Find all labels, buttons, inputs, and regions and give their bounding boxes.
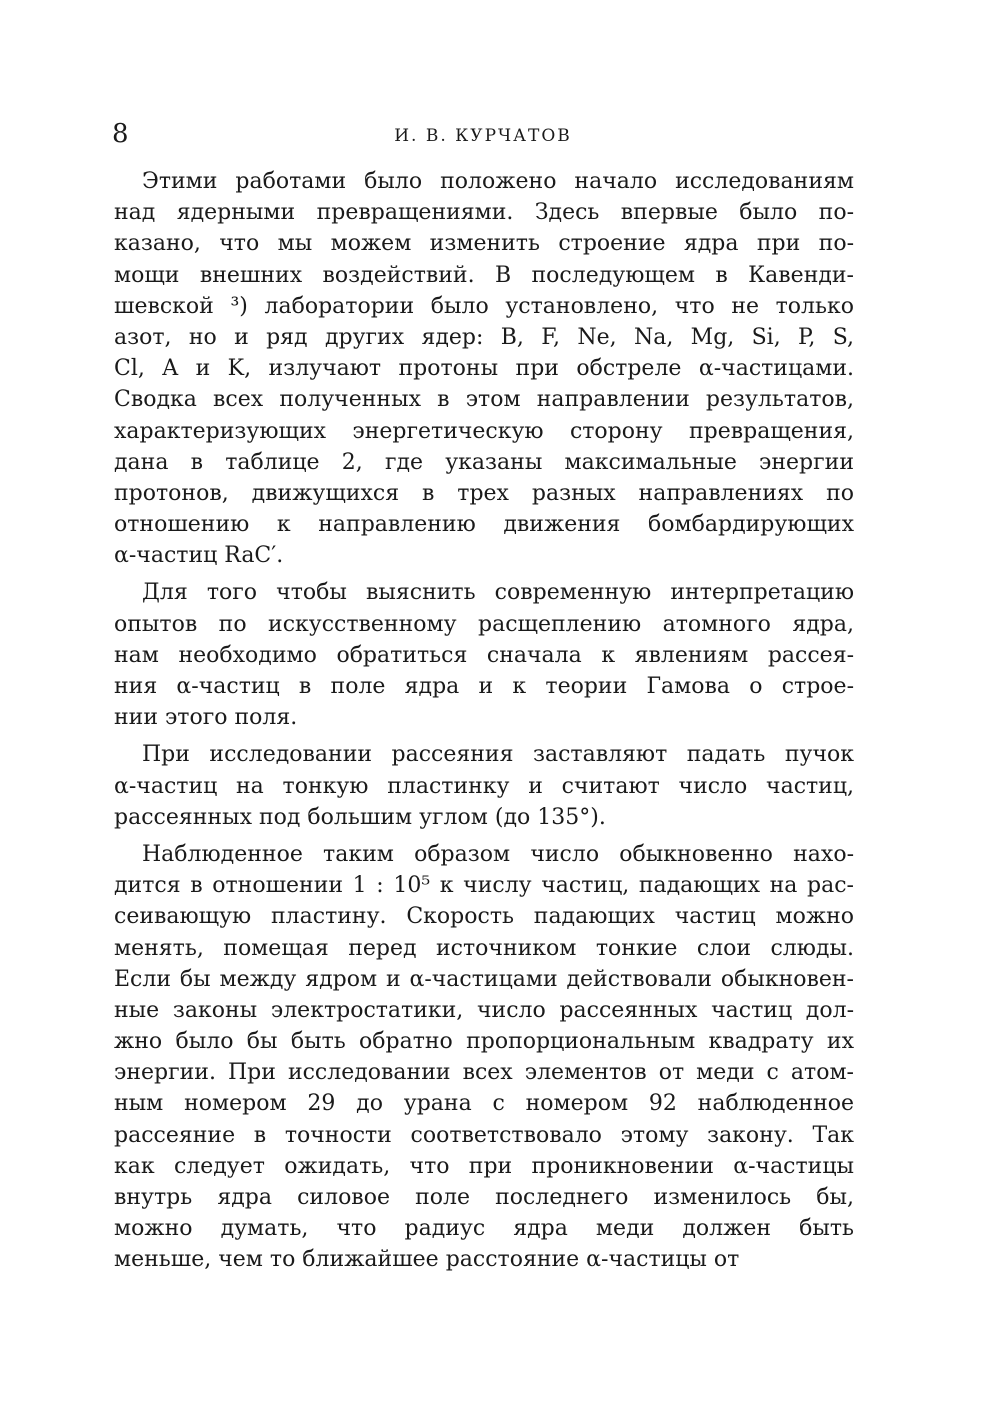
text-line: над ядерными превращениями. Здесь впервые было по-: [114, 200, 854, 226]
running-head: И. В. КУРЧАТОВ: [394, 126, 572, 146]
text-line: ния α-частиц в поле ядра и к теории Гамова о строе-: [114, 674, 854, 699]
text-line: опытов по искусственному расщеплению атомного ядра,: [114, 611, 854, 637]
paragraph: [114, 166, 854, 571]
text-line: α-частиц на тонкую пластинку и считают число частиц,: [114, 773, 854, 799]
text-line: ные законы электростатики, число рассеянных частиц дол-: [114, 997, 854, 1023]
paragraph: [114, 577, 854, 733]
text-line: Если бы между ядром и α-частицами действовали обыкновен-: [114, 966, 854, 992]
text-line: протонов, движущихся в трех разных направлениях по: [114, 480, 854, 506]
page-number: 8: [112, 119, 129, 149]
text-line: жно было бы быть обратно пропорциональным квадрату их: [114, 1029, 854, 1055]
text-line: меньше, чем то ближайшее расстояние α-частицы от: [114, 1247, 740, 1273]
text-line: казано, что мы можем изменить строение ядра при по-: [114, 231, 854, 257]
text-line: α-частиц RaC′.: [114, 543, 284, 569]
paragraph: [114, 739, 854, 833]
paragraph: [114, 839, 854, 1276]
text-line: Сводка всех полученных в этом направлении результатов,: [114, 387, 854, 413]
text-line: отношению к направлению движения бомбардирующих: [114, 512, 854, 538]
text-line: шевской ³) лаборатории было установлено, что не только: [114, 293, 854, 319]
text-line: ным номером 29 до урана с номером 92 наблюденное: [114, 1091, 854, 1117]
text-line: дана в таблице 2, где указаны максимальные энергии: [114, 449, 854, 475]
text-line: При исследовании рассеяния заставляют падать пучок: [142, 742, 854, 768]
text-line: можно думать, что радиус ядра меди должен быть: [114, 1216, 854, 1242]
text-line: Для того чтобы выяснить современную интерпретацию: [142, 580, 854, 606]
body-text: [114, 166, 854, 1282]
page-header: [112, 118, 854, 154]
text-line: Cl, A и K, излучают протоны при обстреле α-частицами.: [114, 356, 854, 382]
text-line: дится в отношении 1 : 10⁵ к числу частиц, падающих на рас-: [114, 873, 854, 899]
text-line: мощи внешних воздействий. В последующем в Кавенди-: [114, 262, 854, 288]
text-line: характеризующих энергетическую сторону превращения,: [114, 418, 854, 444]
text-line: внутрь ядра силовое поле последнего изменилось бы,: [114, 1185, 854, 1210]
text-line: нам необходимо обратиться сначала к явлениям рассея-: [114, 642, 854, 668]
text-line: рассеяние в точности соответствовало этому закону. Так: [114, 1122, 854, 1148]
text-line: как следует ожидать, что при проникновении α-частицы: [114, 1153, 854, 1179]
text-line: Этими работами было положено начало исследованиям: [142, 169, 854, 194]
text-line: Наблюденное таким образом число обыкновенно нахо-: [142, 841, 854, 867]
text-line: азот, но и ряд других ядер: B, F, Ne, Na, Mg, Si, P, S,: [114, 324, 854, 350]
text-line: нии этого поля.: [114, 705, 298, 731]
text-line: рассеянных под большим углом (до 135°).: [114, 804, 606, 830]
text-line: энергии. При исследовании всех элементов от меди с атом-: [114, 1060, 854, 1086]
text-line: менять, помещая перед источником тонкие слои слюды.: [114, 935, 854, 961]
text-line: сеивающую пластину. Скорость падающих частиц можно: [114, 904, 854, 930]
